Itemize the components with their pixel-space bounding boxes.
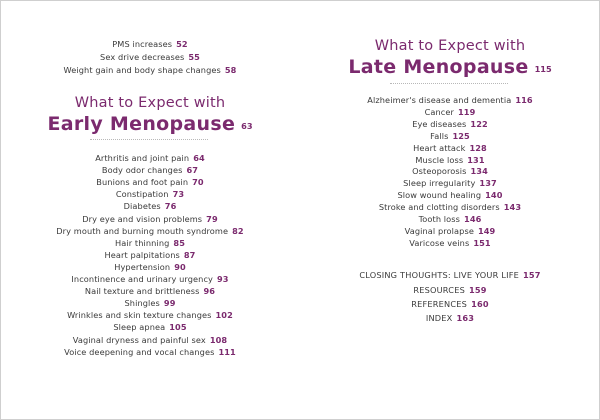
right-page xyxy=(300,0,600,420)
section-title: Late Menopause xyxy=(348,56,529,78)
toc-entry-resources[interactable]: RESOURCES 159 xyxy=(413,285,487,295)
toc-entry[interactable]: Dry mouth and burning mouth syndrome 82 xyxy=(56,225,244,236)
toc-entry[interactable]: Hypertension 90 xyxy=(114,261,186,272)
toc-entry[interactable]: Alzheimer's disease and dementia 116 xyxy=(367,95,533,105)
toc-entry[interactable]: Vaginal dryness and painful sex 108 xyxy=(72,334,228,345)
toc-entry[interactable]: Sleep irregularity 137 xyxy=(403,178,497,189)
section-title: Early Menopause xyxy=(47,113,236,135)
toc-entry[interactable]: Voice deepening and vocal changes 111 xyxy=(64,346,236,357)
toc-entry[interactable]: Wrinkles and skin texture changes 102 xyxy=(67,310,233,321)
toc-entry[interactable]: Arthritis and joint pain 64 xyxy=(95,153,205,163)
toc-entry[interactable]: Slow wound healing 140 xyxy=(397,190,503,201)
toc-entry[interactable]: Sleep apnea 105 xyxy=(113,322,187,333)
toc-entry[interactable]: Falls 125 xyxy=(430,130,470,141)
toc-entry[interactable]: Heart attack 128 xyxy=(413,142,487,153)
toc-entry[interactable]: Osteoporosis 134 xyxy=(412,166,488,177)
toc-entry[interactable]: Tooth loss 146 xyxy=(418,214,482,224)
toc-entry[interactable]: Eye diseases 122 xyxy=(412,118,488,129)
toc-entry[interactable]: Diabetes 76 xyxy=(123,201,177,212)
section-pretitle: What to Expect with xyxy=(374,38,526,54)
toc-entry[interactable]: Incontinence and urinary urgency 93 xyxy=(71,274,229,284)
toc-entry[interactable]: Muscle loss 131 xyxy=(415,154,485,165)
toc-entry[interactable]: Vaginal prolapse 149 xyxy=(404,225,496,236)
section-heading-late[interactable] xyxy=(300,37,600,79)
dotted-rule xyxy=(390,83,508,84)
section-page-number: 115 xyxy=(534,63,552,74)
toc-entry-closing-thoughts[interactable]: CLOSING THOUGHTS: LIVE YOUR LIFE 157 xyxy=(359,270,541,280)
toc-entry[interactable]: Sex drive decreases 55 xyxy=(100,52,200,62)
toc-entry[interactable]: Constipation 73 xyxy=(115,189,185,200)
dotted-rule xyxy=(90,139,208,140)
toc-entry[interactable]: Dry eye and vision problems 79 xyxy=(82,213,218,224)
toc-entry[interactable]: Body odor changes 67 xyxy=(101,165,199,176)
toc-entry-references[interactable]: REFERENCES 160 xyxy=(411,299,489,309)
section-pretitle: What to Expect with xyxy=(74,95,226,111)
toc-entry[interactable]: Bunions and foot pain 70 xyxy=(96,177,204,188)
toc-entry[interactable]: Hair thinning 85 xyxy=(114,237,186,248)
toc-entry-index[interactable]: INDEX 163 xyxy=(425,313,475,323)
toc-entry[interactable]: Stroke and clotting disorders 143 xyxy=(378,202,522,213)
toc-entry[interactable]: Shingles 99 xyxy=(124,298,176,309)
toc-entry[interactable]: Cancer 119 xyxy=(424,106,476,117)
toc-entry[interactable]: Varicose veins 151 xyxy=(409,237,491,248)
section-page-number: 63 xyxy=(241,120,253,131)
toc-entry[interactable]: Nail texture and brittleness 96 xyxy=(84,286,216,297)
toc-entry[interactable]: PMS increases 52 xyxy=(112,39,188,49)
section-heading-early[interactable] xyxy=(0,94,300,136)
toc-entry[interactable]: Heart palpitations 87 xyxy=(104,249,196,260)
toc-entry[interactable]: Weight gain and body shape changes 58 xyxy=(63,65,237,75)
